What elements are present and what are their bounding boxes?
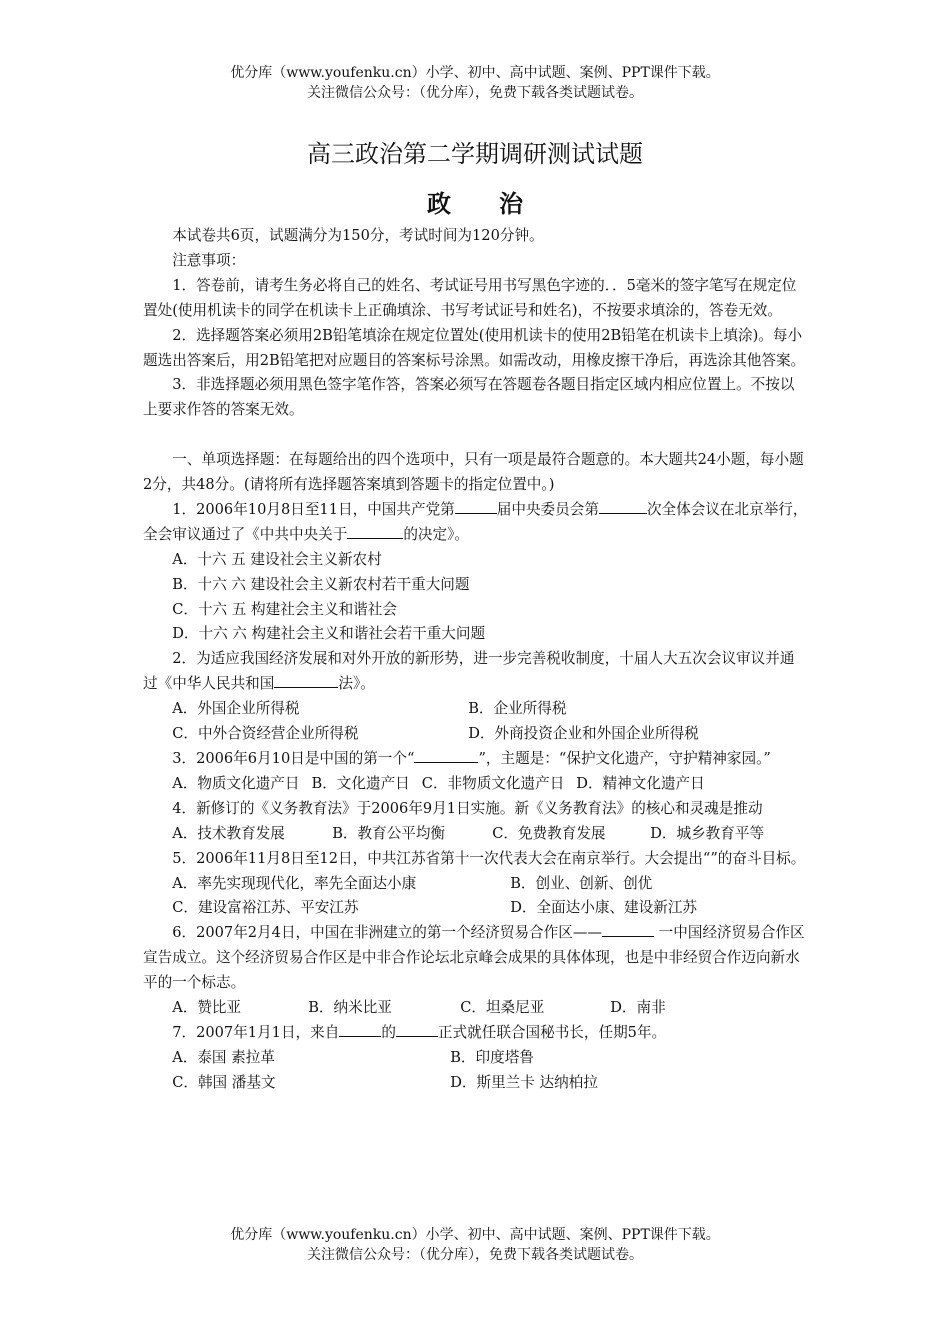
q7-option-b: B．印度塔鲁 [450,1048,534,1066]
q3-option-a: A．物质文化遗产日 [172,774,300,792]
question-5: 5．2006年11月8日至12日，中共江苏省第十一次代表大会在南京举行。大会提出“”的奋斗目标。 [172,849,806,867]
question-4: 4．新修订的《义务教育法》于2006年9月1日实施。新《义务教育法》的核心和灵魂是推动 [172,799,763,817]
question-6: 6．2007年2月4日，中国在非洲建立的第一个经济贸易合作区—— 一中国经济贸易合作区宣告成立。这个经济贸易合作区是中非合作论坛北京峰会成果的具体体现，也是中非经贸合作迈向新水平的一个标志。 [143,924,805,992]
q5-option-b: B．创业、创新、创优 [510,874,653,892]
q3-option-c: C．非物质文化遗产日 [421,774,565,792]
q7-options-row-2 [143,1071,808,1096]
q6-option-a: A．赞比亚 [172,999,242,1017]
q2-options-row-2 [143,722,808,747]
q7-option-d: D．斯里兰卡 达纳柏拉 [450,1073,598,1091]
q2-option-c: C．中外合资经营企业所得税 [172,725,359,743]
q4-option-b: B．教育公平均衡 [332,824,446,842]
question-2: 2．为适应我国经济发展和对外开放的新形势，进一步完善税收制度，十届人大五次会议审议并通过《中华人民共和国 法》。 [143,650,795,693]
page-title: 高三政治第二学期调研测试试题 [307,140,643,168]
q3-options [143,772,808,797]
question-7: 7．2007年1月1日，来自 的 正式就任联合国秘书长，任期5年。 [172,1023,667,1041]
q4-option-d: D．城乡教育平等 [650,824,765,842]
header-line-2: 关注微信公众号：（优分库），免费下载各类试题试卷。 [307,85,643,101]
q2-options-row-1 [143,697,808,722]
exam-body [143,224,808,1096]
section-1-instructions: 一、单项选择题：在每题给出的四个选项中，只有一项是最符合题意的。本大题共24小题，每小题2分，共48分。(请将所有选择题答案填到答题卡的指定位置中。) [143,451,804,494]
q6-option-c: C．坦桑尼亚 [460,999,545,1017]
q4-option-c: C．免费教育发展 [492,824,606,842]
q4-options [143,822,808,847]
q4-option-a: A．技术教育发展 [172,824,285,842]
q5-options-row-1 [143,872,808,897]
question-3: 3．2006年6月10日是中国的第一个“ ”，主题是：“保护文化遗产，守护精神家园。” [172,750,771,768]
subject-title: 政治 [427,190,571,218]
q5-options-row-2 [143,896,808,921]
q1-option-a: A．十六 五 建设社会主义新农村 [172,550,382,568]
q2-option-b: B．企业所得税 [468,700,567,718]
q5-option-c: C．建设富裕江苏、平安江苏 [172,899,359,917]
q6-option-d: D．南非 [610,999,666,1017]
q7-option-c: C．韩国 潘基文 [172,1073,276,1091]
q2-option-a: A．外国企业所得税 [172,700,300,718]
notice-1: 1．答卷前，请考生务必将自己的姓名、考试证号用书写黑色字迹的．．5毫米的签字笔写在规定位置处(使用机读卡的同学在机读卡上正确填涂、书写考试证号和姓名)，不按要求填涂的，答卷无效。 [143,276,797,319]
q3-option-b: B．文化遗产日 [311,774,410,792]
q3-option-d: D．精神文化遗产日 [576,774,705,792]
q1-option-c: C．十六 五 构建社会主义和谐社会 [172,600,397,618]
footer-line-1: 优分库（www.youfenku.cn）小学、初中、高中试题、案例、PPT课件下载。 [230,1227,720,1243]
q1-option-b: B．十六 六 建设社会主义新农村若干重大问题 [172,575,470,593]
header-line-1: 优分库（www.youfenku.cn）小学、初中、高中试题、案例、PPT课件下载。 [230,65,720,81]
q7-options-row-1 [143,1046,808,1071]
footer-line-2: 关注微信公众号：（优分库），免费下载各类试题试卷。 [307,1247,643,1263]
notice-label: 注意事项： [172,251,246,269]
q5-option-a: A．率先实现现代化，率先全面达小康 [172,874,417,892]
notice-3: 3．非选择题必须用黑色签字笔作答，答案必须写在答题卷各题目指定区域内相应位置上。不按以上要求作答的答案无效。 [143,376,795,419]
intro-text: 本试卷共6页，试题满分为150分，考试时间为120分钟。 [172,227,544,244]
question-1: 1．2006年10月8日至11日，中国共产党第 届中央委员会第 次全体会议在北京举行，全会审议通过了《中共中央关于 的决定》。 [143,500,808,543]
notice-2: 2．选择题答案必须用2B铅笔填涂在规定位置处(使用机读卡的使用2B铅笔在机读卡上填涂)。每小题选出答案后，用2B铅笔把对应题目的答案标号涂黑。如需改动，用橡皮擦干净后，再选涂其他答案。 [143,326,806,369]
q1-option-d: D．十六 六 构建社会主义和谐社会若干重大问题 [172,625,486,643]
q6-option-b: B．纳米比亚 [308,999,392,1017]
q2-option-d: D．外商投资企业和外国企业所得税 [468,725,699,743]
q6-options [143,996,808,1021]
q5-option-d: D．全面达小康、建设新江苏 [510,899,698,917]
q7-option-a: A．泰国 素拉革 [172,1048,275,1066]
